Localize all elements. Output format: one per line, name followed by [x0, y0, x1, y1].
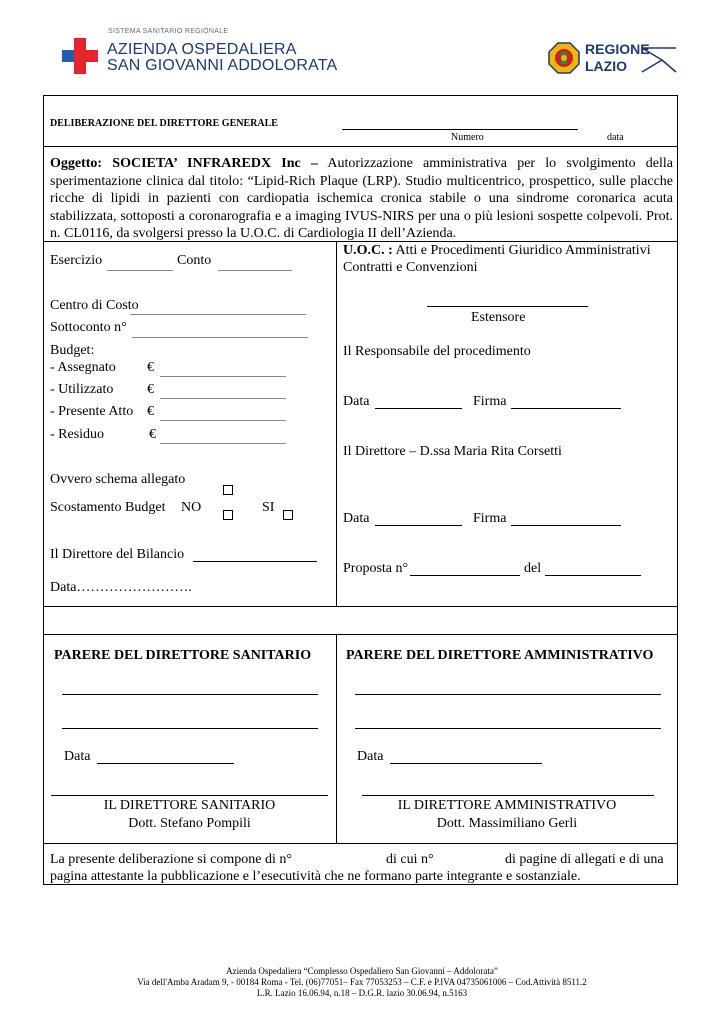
euro-sign: €	[147, 360, 154, 375]
si-label: SI	[262, 500, 275, 515]
euro-sign: €	[147, 404, 154, 419]
sottoconto-label: Sottoconto n°	[50, 320, 127, 335]
parere-amministrativo-title: PARERE DEL DIRETTORE AMMINISTRATIVO	[346, 648, 654, 663]
composition-part2: di cui n°	[386, 852, 434, 867]
estensore-label: Estensore	[471, 310, 526, 325]
si-checkbox[interactable]	[283, 510, 293, 520]
assegnato-label: - Assegnato	[50, 360, 116, 375]
centro-costo-field[interactable]	[130, 314, 306, 315]
esercizio-field[interactable]	[107, 270, 173, 271]
regional-system-label: SISTEMA SANITARIO REGIONALE	[108, 28, 229, 35]
parere-amministrativo-line[interactable]	[355, 694, 661, 695]
schema-allegato-label: Ovvero schema allegato	[50, 472, 186, 487]
footer-line3: L.R. Lazio 16.06.94, n.18 – D.G.R. lazio 30.06.94, n.5163	[256, 988, 468, 998]
no-label: NO	[181, 500, 202, 515]
schema-checkbox[interactable]	[223, 485, 233, 495]
direttore-firma-field[interactable]	[511, 525, 621, 526]
assegnato-field[interactable]	[160, 376, 286, 377]
utilizzato-field[interactable]	[160, 398, 286, 399]
parere-sanitario-line[interactable]	[62, 694, 318, 695]
proposta-del-label: del	[524, 561, 542, 576]
budget-label: Budget:	[50, 343, 95, 358]
uoc-text: Atti e Procedimenti Giuridico Amministrativi	[392, 243, 651, 258]
numero-label: Numero	[451, 132, 484, 143]
proposta-date-field[interactable]	[545, 575, 641, 576]
responsabile-label: Il Responsabile del procedimento	[343, 344, 531, 359]
bilancio-data: Data…………………….	[50, 580, 192, 595]
parere-amministrativo-line[interactable]	[355, 728, 661, 729]
divider	[43, 606, 678, 607]
direttore-bilancio-signature-line[interactable]	[193, 561, 317, 562]
uoc-heading	[343, 242, 675, 259]
amministrativo-data-field[interactable]	[390, 763, 542, 764]
column-divider	[336, 241, 337, 606]
euro-sign: €	[147, 382, 154, 397]
divider	[43, 634, 678, 635]
amministrativo-name: Dott. Massimiliano Gerli	[436, 816, 578, 831]
sanitario-name: Dott. Stefano Pompili	[128, 816, 251, 831]
estensore-signature-line[interactable]	[427, 306, 588, 307]
centro-costo-label: Centro di Costo	[50, 298, 139, 313]
hospital-name-line1: AZIENDA OSPEDALIERA	[107, 41, 297, 58]
utilizzato-label: - Utilizzato	[50, 382, 114, 397]
composition-part3: di pagine di allegati e di una	[505, 852, 664, 867]
direttore-bilancio-label: Il Direttore del Bilancio	[50, 547, 185, 562]
responsabile-data-label: Data	[343, 394, 370, 409]
direttore-data-label: Data	[343, 511, 370, 526]
presente-atto-field[interactable]	[160, 420, 286, 421]
parere-sanitario-line[interactable]	[62, 728, 318, 729]
amministrativo-signature-line[interactable]	[362, 795, 654, 796]
sanitario-data-field[interactable]	[97, 763, 234, 764]
composition-line2: pagina attestante la pubblicazione e l’esecutività che ne formano parte integrante e sostanziale.	[50, 869, 581, 884]
hospital-name-line2: SAN GIOVANNI ADDOLORATA	[107, 57, 338, 74]
region-swoosh-icon	[640, 42, 680, 76]
amministrativo-data-label: Data	[357, 749, 384, 764]
region-name-line2: LAZIO	[585, 58, 627, 74]
direttore-uoc-label: Il Direttore – D.ssa Maria Rita Corsetti	[343, 444, 562, 459]
uoc-label: U.O.C. :	[343, 243, 393, 258]
hospital-cross-logo-icon	[62, 38, 98, 74]
sanitario-data-label: Data	[64, 749, 91, 764]
sanitario-role: IL DIRETTORE SANITARIO	[103, 798, 276, 813]
footer-line1: Azienda Ospedaliera “Complesso Ospedaliero San Giovanni – Addolorata”	[226, 966, 498, 976]
sottoconto-field[interactable]	[132, 337, 308, 338]
proposta-label: Proposta n°	[343, 561, 409, 576]
deliberation-title: DELIBERAZIONE DEL DIRETTORE GENERALE	[50, 118, 278, 129]
responsabile-firma-label: Firma	[473, 394, 507, 409]
conto-field[interactable]	[218, 270, 292, 271]
footer-line2: Via dell'Amba Aradam 9, - 00184 Roma - Tel. (06)77051– Fax 77053253 – C.F. e P.IVA 04735061006 – Cod.Attività 8511.2	[137, 977, 587, 987]
data-label: data	[607, 132, 624, 143]
sanitario-signature-line[interactable]	[51, 795, 328, 796]
amministrativo-role: IL DIRETTORE AMMINISTRATIVO	[397, 798, 617, 813]
direttore-data-field[interactable]	[375, 525, 462, 526]
divider	[43, 843, 678, 844]
residuo-field[interactable]	[160, 443, 286, 444]
divider	[43, 146, 678, 147]
subject-lead: Oggetto: SOCIETA’ INFRAREDX Inc –	[50, 156, 318, 171]
numero-data-line	[342, 129, 578, 130]
direttore-firma-label: Firma	[473, 511, 507, 526]
proposta-number-field[interactable]	[410, 575, 520, 576]
residuo-label: - Residuo	[50, 427, 105, 442]
conto-label: Conto	[177, 253, 212, 268]
region-emblem-icon	[548, 42, 580, 74]
responsabile-data-field[interactable]	[375, 408, 462, 409]
composition-part1: La presente deliberazione si compone di n°	[50, 852, 292, 867]
no-checkbox[interactable]	[223, 510, 233, 520]
esercizio-label: Esercizio	[50, 253, 103, 268]
euro-sign: €	[149, 427, 156, 442]
subject-paragraph	[50, 155, 673, 243]
uoc-text-line2: Contratti e Convenzioni	[343, 260, 478, 275]
subject-text: Autorizzazione amministrativa per lo svolgimento della sperimentazione clinica dal titolo: “Lipid-Rich Plaque (LRP). Studio multicentrico, prospettico, sulle placche ricche di lipidi in pazienti con cardiopatia ischemica cronica stabile o una sindrome coronarica acuta stabilizzata, sottoposti a coronarografia e a imaging IVUS-NIRS per una o più lesioni sospette colpevoli. Prot. n. CL0116, da svolgersi presso la U.O.C. di Cardiologia II dell’Azienda.	[50, 156, 673, 241]
scostamento-label: Scostamento Budget	[50, 500, 166, 515]
region-name-line1: REGIONE	[585, 41, 650, 57]
responsabile-firma-field[interactable]	[511, 408, 621, 409]
presente-atto-label: - Presente Atto	[50, 404, 134, 419]
parere-sanitario-title: PARERE DEL DIRETTORE SANITARIO	[54, 648, 312, 663]
